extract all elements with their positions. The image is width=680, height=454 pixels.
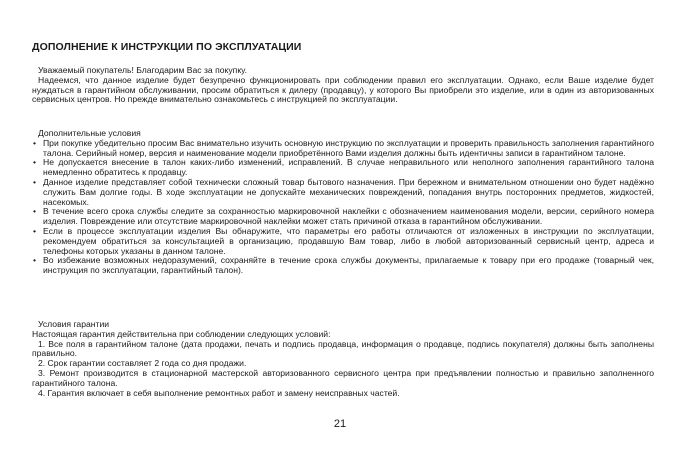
page-title: ДОПОЛНЕНИЕ К ИНСТРУКЦИИ ПО ЭКСПЛУАТАЦИИ xyxy=(32,41,302,53)
list-item: • Если в процессе эксплуатации изделия Вы обнаружите, что параметры его работы отличаются от изложенных в инструкции по эксплуатации, рекомендуем обратиться за консультацией в организацию, продавшую Вам товар, либо в любой авторизованный сервисный центр, адреса и телефоны которых указаны в данном талоне. xyxy=(32,227,654,256)
warranty-item: 2. Срок гарантии составляет 2 года со дня продажи. xyxy=(38,358,247,369)
additional-conditions-list xyxy=(32,139,654,276)
additional-conditions-heading: Дополнительные условия xyxy=(38,128,141,138)
warranty-item: 3. Ремонт производится в стационарной мастерской авторизованного сервисного центра при предъявлении полностью и правильно заполненного гарантийного талона. xyxy=(32,367,654,388)
warranty-lead: Настоящая гарантия действительна при соблюдении следующих условий: xyxy=(32,328,331,339)
warranty-item: 1. Все поля в гарантийном талоне (дата продажи, печать и подпись продавца, информация о продавце, подпись покупателя) должны быть заполнены правильно. xyxy=(32,338,654,359)
warranty-section xyxy=(32,320,654,398)
page-number: 21 xyxy=(333,418,347,430)
warranty-item: 4. Гарантия включает в себя выполнение ремонтных работ и замену неисправных частей. xyxy=(38,387,400,398)
intro-greeting: Уважаемый покупатель! Благодарим Вас за покупку. xyxy=(38,65,248,75)
list-item: • Не допускается внесение в талон каких-либо изменений, исправлений. В случае неправильного или неполного заполнения гарантийного талона немедленно обратитесь к продавцу. xyxy=(32,158,654,178)
warranty-heading: Условия гарантии xyxy=(38,319,110,329)
additional-conditions-section xyxy=(32,129,654,276)
list-item: • Во избежание возможных недоразумений, сохраняйте в течение срока службы документы, прилагаемые к товару при его продаже (товарный чек, инструкция по эксплуатации, гарантийный талон). xyxy=(32,256,654,276)
list-item: • Данное изделие представляет собой технически сложный товар бытового назначения. При бережном и внимательном отношении оно будет надёжно служить Вам долгие годы. В ходе эксплуатации не допускайте механических повреждений, попадания внутрь посторонних предметов, жидкостей, насекомых. xyxy=(32,178,654,207)
intro-section xyxy=(32,66,654,105)
list-item: • В течение всего срока службы следите за сохранностью маркировочной наклейки с обозначением наименования модели, версии, серийного номера изделия. Повреждение или отсутствие маркировочной наклейки может стать причиной отказа в гарантийном обслуживании. xyxy=(32,207,654,227)
list-item: • При покупке убедительно просим Вас внимательно изучить основную инструкцию по эксплуатации и проверить правильность заполнения гарантийного талона. Серийный номер, версия и наименование модели приобретённого Вами изделия должны быть идентичны записи в гарантийном талоне. xyxy=(32,139,654,159)
intro-body: Надеемся, что данное изделие будет безупречно функционировать при соблюдении правил его эксплуатации. Однако, если Ваше изделие будет нуждаться в гарантийном обслуживании, просим обратиться к дилеру (продавцу), у которого Вы приобрели это изделие, или в один из авторизованных сервисных центров. Но прежде внимательно ознакомьтесь с инструкцией по эксплуатации. xyxy=(32,74,654,105)
